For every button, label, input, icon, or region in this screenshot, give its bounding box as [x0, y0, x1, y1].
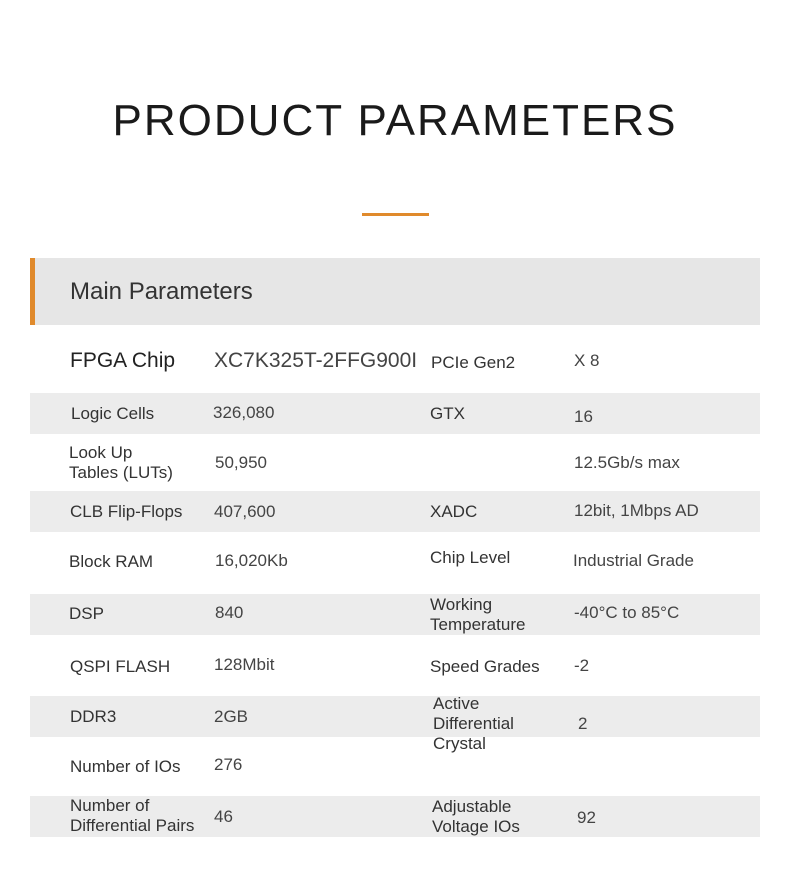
param-label-diff-pairs-line1: Number of	[70, 796, 150, 815]
param-label-adj-voltage-line1: Adjustable	[432, 797, 512, 816]
param-label-fpga-chip: FPGA Chip	[70, 349, 176, 372]
param-value-gtx-speed: 12.5Gb/s max	[574, 453, 680, 472]
table-row-stripe	[30, 696, 760, 737]
param-value-qspi: 128Mbit	[214, 655, 275, 674]
param-label-logic-cells: Logic Cells	[71, 404, 155, 423]
param-value-ddr3: 2GB	[214, 707, 249, 726]
param-label-chip-level: Chip Level	[430, 548, 511, 567]
param-label-active-crystal-line2: Differential	[433, 714, 514, 733]
param-value-dsp: 840	[215, 603, 244, 622]
param-value-speed-grades: -2	[574, 656, 590, 675]
section-header	[30, 258, 760, 325]
param-label-active-crystal-line1: Active	[433, 694, 480, 713]
param-value-clb: 407,600	[214, 502, 276, 521]
param-label-speed-grades: Speed Grades	[430, 657, 540, 676]
param-label-clb: CLB Flip-Flops	[70, 502, 183, 521]
param-label-pcie: PCIe Gen2	[431, 353, 516, 372]
param-value-working-temp: -40°C to 85°C	[574, 603, 680, 622]
param-label-gtx: GTX	[430, 404, 465, 423]
param-value-logic-cells: 326,080	[213, 403, 275, 422]
param-label-ios: Number of IOs	[70, 757, 181, 776]
param-label-xadc: XADC	[430, 502, 478, 521]
param-label-working-temp-line2: Temperature	[430, 615, 526, 634]
section-title: Main Parameters	[70, 278, 253, 305]
param-label-dsp: DSP	[69, 604, 104, 623]
param-value-chip-level: Industrial Grade	[573, 551, 694, 570]
page-title: PRODUCT PARAMETERS	[112, 96, 678, 145]
param-label-luts-line1: Look Up	[69, 443, 133, 462]
param-label-qspi: QSPI FLASH	[70, 657, 171, 676]
param-value-block-ram: 16,020Kb	[215, 551, 288, 570]
param-label-adj-voltage-line2: Voltage IOs	[432, 817, 520, 836]
param-value-luts: 50,950	[215, 453, 267, 472]
param-value-fpga-chip: XC7K325T-2FFG900I	[214, 349, 418, 372]
param-label-active-crystal-line3: Crystal	[433, 734, 486, 753]
param-value-adj-voltage: 92	[577, 808, 596, 827]
param-value-ios: 276	[214, 755, 243, 774]
param-label-luts-line2: Tables (LUTs)	[69, 463, 173, 482]
section-accent-marker	[30, 258, 35, 325]
title-accent-divider	[362, 213, 429, 216]
param-label-diff-pairs-line2: Differential Pairs	[70, 816, 195, 835]
param-value-pcie: X 8	[574, 351, 600, 370]
param-label-ddr3: DDR3	[70, 707, 117, 726]
param-value-gtx: 16	[574, 407, 593, 426]
param-value-diff-pairs: 46	[214, 807, 233, 826]
param-label-block-ram: Block RAM	[69, 552, 154, 571]
param-value-xadc: 12bit, 1Mbps AD	[574, 501, 699, 520]
param-value-active-crystal: 2	[578, 714, 588, 733]
param-label-working-temp-line1: Working	[430, 595, 493, 614]
